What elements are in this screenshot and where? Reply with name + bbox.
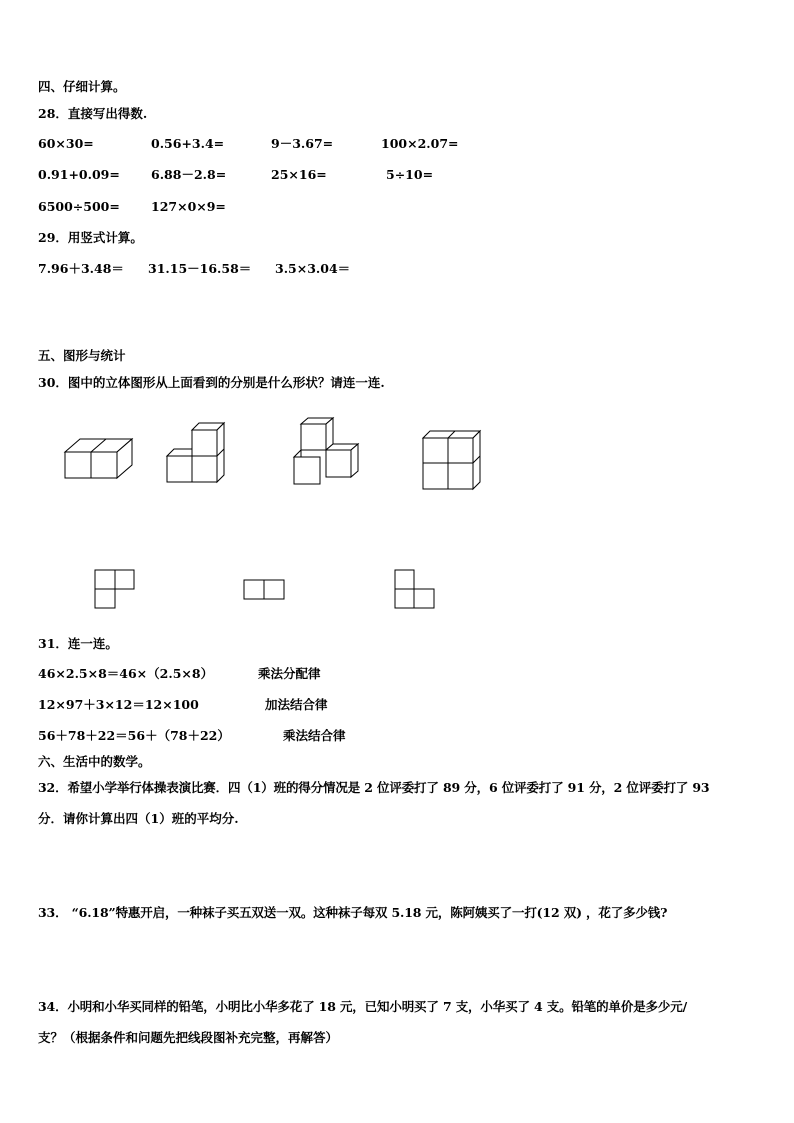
q31-left-item: 46×2.5×8＝46×（2.5×8） [38, 666, 214, 681]
q32-line1: 32．希望小学举行体操表演比赛．四（1）班的得分情况是 2 位评委打了 89 分，6 位评委打了 91 分，2 位评委打了 93 [38, 780, 710, 795]
top-view-2 [244, 580, 284, 599]
q28-item: 0.91+0.09= [38, 167, 120, 182]
q34-line2: 支？（根据条件和问题先把线段图补充完整，再解答） [38, 1030, 339, 1045]
q28-title: 28．直接写出得数. [38, 106, 148, 121]
q29-title: 29．用竖式计算。 [38, 230, 143, 245]
q28-item: 9－3.67= [271, 136, 334, 151]
solid-figure-4 [423, 431, 480, 489]
q29-item: 7.96＋3.48＝ [38, 261, 124, 276]
q31-left-item: 56＋78＋22＝56＋（78＋22） [38, 728, 230, 743]
solid-figure-2 [167, 423, 224, 482]
q28-item: 60×30= [38, 136, 94, 151]
q30-title: 30．图中的立体图形从上面看到的分别是什么形状？请连一连. [38, 375, 385, 390]
section6-heading: 六、生活中的数学。 [38, 754, 151, 769]
q31-right-item: 乘法结合律 [283, 728, 346, 743]
q31-title: 31．连一连。 [38, 636, 118, 651]
q31-right-item: 加法结合律 [265, 697, 328, 712]
q28-item: 5÷10= [386, 167, 434, 182]
q28-item: 100×2.07= [381, 136, 459, 151]
q29-item: 31.15－16.58＝ [148, 261, 252, 276]
q32-line2: 分．请你计算出四（1）班的平均分. [38, 811, 239, 826]
solid-figure-1 [65, 439, 132, 478]
q28-item: 25×16= [271, 167, 327, 182]
q31-left-item: 12×97＋3×12＝12×100 [38, 697, 199, 712]
top-view-3 [395, 570, 434, 608]
q31-right-item: 乘法分配律 [258, 666, 321, 681]
q29-item: 3.5×3.04＝ [275, 261, 351, 276]
q28-item: 6.88－2.8= [151, 167, 227, 182]
section4-heading: 四、仔细计算。 [38, 79, 126, 94]
top-view-1 [95, 570, 134, 608]
q33-line1: 33． “6.18”特惠开启，一种袜子买五双送一双。这种袜子每双 5.18 元，陈阿姨买了一打(12 双) ，花了多少钱? [38, 905, 668, 920]
q28-item: 6500÷500= [38, 199, 120, 214]
q28-item: 0.56+3.4= [151, 136, 225, 151]
solid-figure-3 [294, 418, 358, 484]
section5-heading: 五、图形与统计 [38, 348, 126, 363]
q28-item: 127×0×9= [151, 199, 226, 214]
q34-line1: 34．小明和小华买同样的铅笔，小明比小华多花了 18 元，已知小明买了 7 支，小华买了 4 支。铅笔的单价是多少元/ [38, 999, 688, 1014]
